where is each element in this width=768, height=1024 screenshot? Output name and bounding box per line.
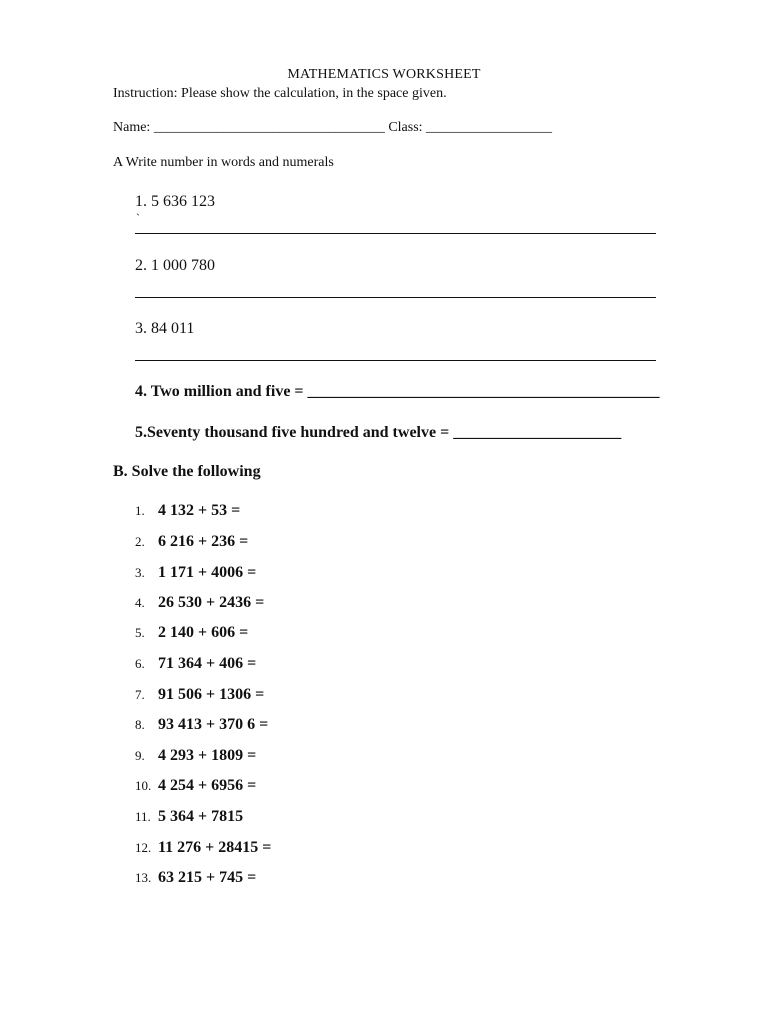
item-number: 4. bbox=[135, 595, 145, 610]
answer-line-a2 bbox=[135, 297, 656, 298]
list-item bbox=[135, 808, 243, 830]
item-number: 11. bbox=[135, 809, 151, 824]
item-number: 9. bbox=[135, 748, 145, 763]
answer-line-a3 bbox=[135, 360, 656, 361]
item-expression: 6 216 + 236 = bbox=[158, 533, 249, 550]
item-expression: 1 171 + 4006 = bbox=[158, 564, 257, 581]
list-item bbox=[135, 655, 256, 677]
section-b-heading: B. Solve the following bbox=[113, 463, 261, 480]
instruction-text: Instruction: Please show the calculation, in the space given. bbox=[113, 86, 447, 101]
item-expression: 26 530 + 2436 = bbox=[158, 594, 265, 611]
question-a3: 3. 84 011 bbox=[135, 320, 195, 337]
section-a-heading: A Write number in words and numerals bbox=[113, 155, 334, 170]
item-number: 13. bbox=[135, 870, 152, 885]
item-number: 10. bbox=[135, 778, 152, 793]
item-number: 8. bbox=[135, 717, 145, 732]
question-a2: 2. 1 000 780 bbox=[135, 257, 215, 274]
name-class-line: Name: _________________________________ Class: __________________ bbox=[113, 120, 553, 135]
item-expression: 91 506 + 1306 = bbox=[158, 686, 265, 703]
list-item bbox=[135, 502, 240, 524]
question-a5: 5.Seventy thousand five hundred and twelve = _____________________ bbox=[135, 424, 622, 441]
item-expression: 63 215 + 745 = bbox=[158, 869, 257, 886]
list-item bbox=[135, 869, 256, 891]
item-number: 7. bbox=[135, 687, 145, 702]
item-expression: 71 364 + 406 = bbox=[158, 655, 257, 672]
list-item bbox=[135, 777, 256, 799]
item-expression: 2 140 + 606 = bbox=[158, 624, 249, 641]
item-expression: 11 276 + 28415 = bbox=[158, 839, 272, 856]
list-item bbox=[135, 747, 256, 769]
item-number: 12. bbox=[135, 840, 152, 855]
question-a4: 4. Two million and five = ____________________________________________ bbox=[135, 383, 660, 400]
list-item bbox=[135, 686, 264, 708]
item-number: 3. bbox=[135, 565, 145, 580]
item-expression: 4 293 + 1809 = bbox=[158, 747, 257, 764]
question-a1: 1. 5 636 123 bbox=[135, 193, 215, 210]
list-item bbox=[135, 564, 256, 586]
item-expression: 5 364 + 7815 bbox=[158, 808, 244, 825]
item-expression: 4 132 + 53 = bbox=[158, 502, 241, 519]
item-number: 2. bbox=[135, 534, 145, 549]
list-item bbox=[135, 594, 264, 616]
item-number: 6. bbox=[135, 656, 145, 671]
list-item bbox=[135, 624, 248, 646]
answer-line-a1 bbox=[135, 233, 656, 234]
worksheet-title: MATHEMATICS WORKSHEET bbox=[287, 67, 481, 82]
item-number: 1. bbox=[135, 503, 145, 518]
list-item bbox=[135, 839, 271, 861]
list-item bbox=[135, 716, 268, 738]
item-number: 5. bbox=[135, 625, 145, 640]
item-expression: 93 413 + 370 6 = bbox=[158, 716, 269, 733]
item-expression: 4 254 + 6956 = bbox=[158, 777, 257, 794]
stray-mark: ` bbox=[136, 211, 140, 225]
list-item bbox=[135, 533, 248, 555]
